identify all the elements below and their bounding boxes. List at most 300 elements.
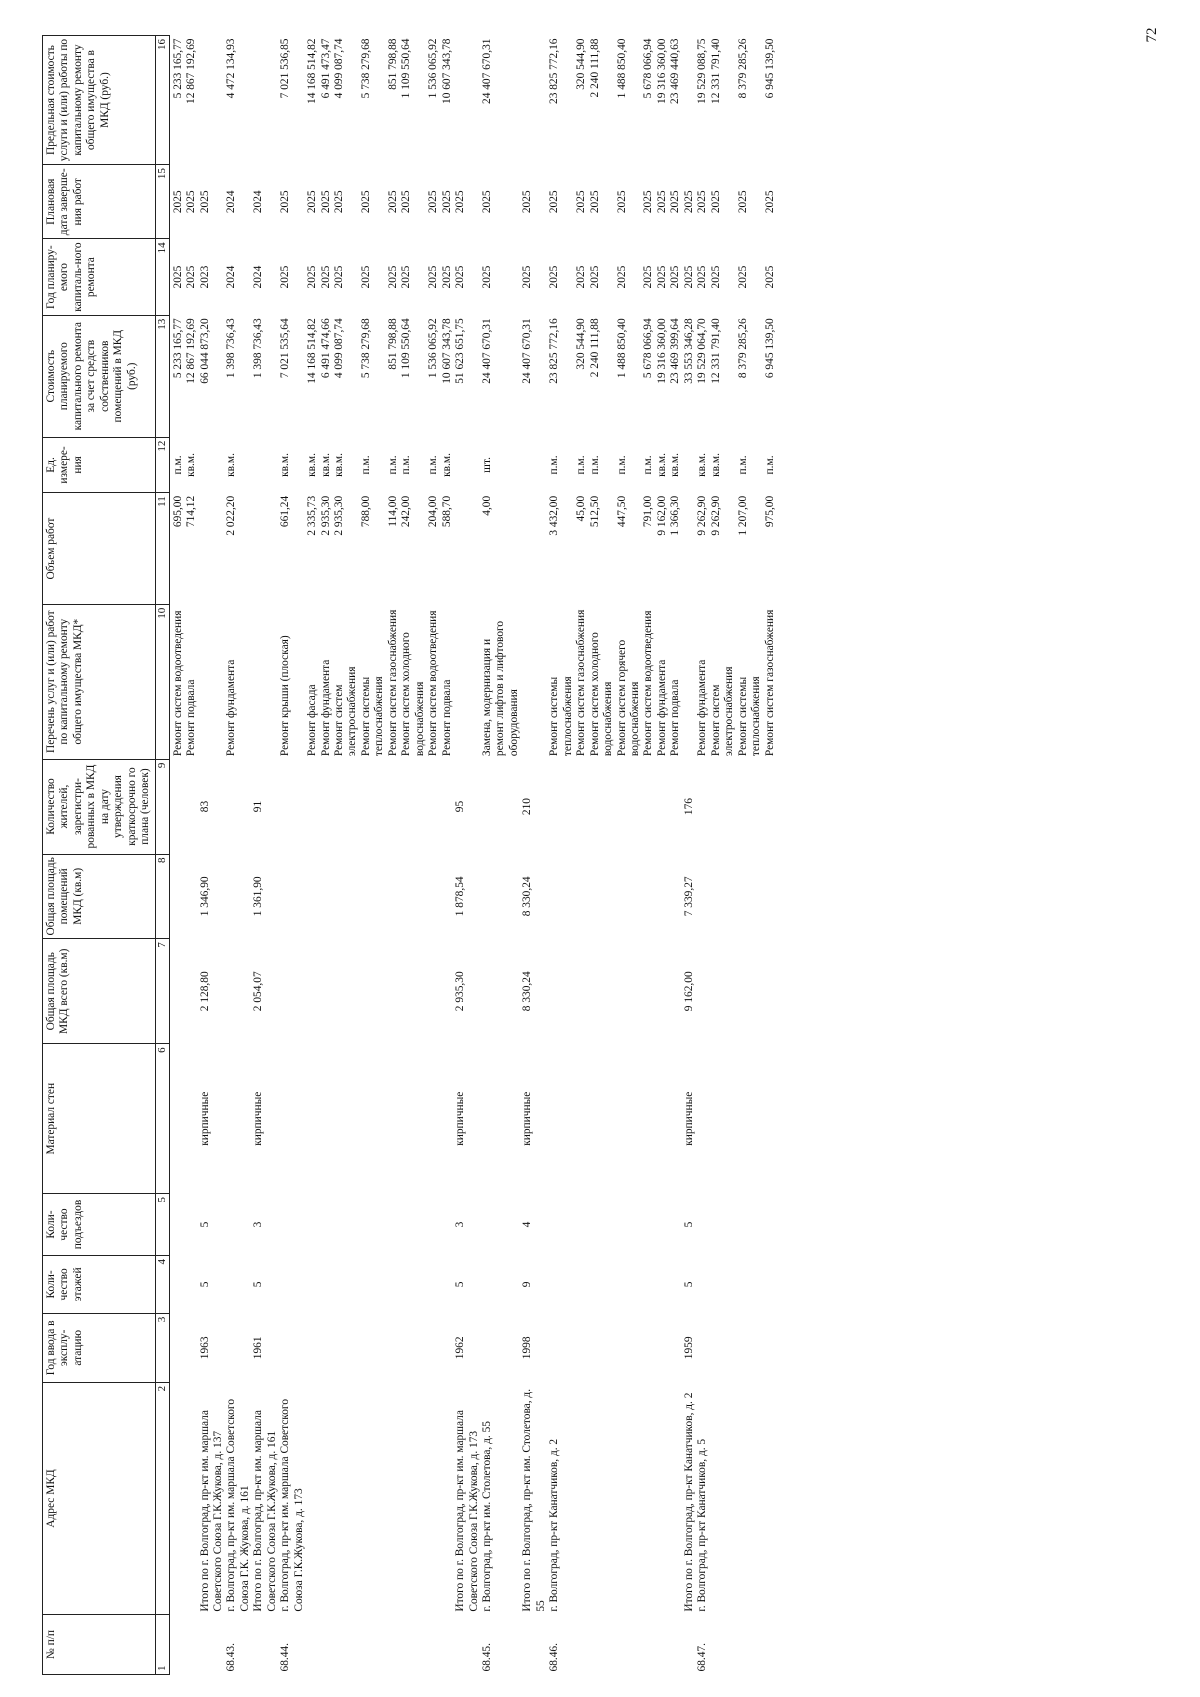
- column-number: 9: [155, 759, 169, 854]
- repair-year-cell: 2025: [279, 265, 292, 289]
- residents-cell: 95: [454, 800, 467, 813]
- table-row: [387, 36, 400, 1675]
- max-cost-cell: 1 109 550,64: [400, 38, 413, 99]
- work-volume-cell: 3 432,00: [548, 495, 561, 536]
- cost-cell: 7 021 535,64: [279, 318, 292, 379]
- wall-material-cell: [279, 1044, 306, 1194]
- floors-cell: [737, 1255, 764, 1313]
- premises-area-cell: [669, 854, 682, 939]
- unit-cell: [199, 437, 226, 493]
- work-volume-cell: 512,50: [588, 495, 601, 528]
- total-area-cell: [169, 939, 185, 1044]
- completion-year-cell: 2025: [359, 190, 372, 214]
- max-cost-cell: 12 867 192,69: [185, 38, 198, 104]
- premises-area-cell: [185, 854, 198, 939]
- total-area-cell: [427, 939, 440, 1044]
- row-index-cell: [169, 1615, 185, 1675]
- premises-area-cell: [169, 854, 185, 939]
- row-index-cell: [185, 1615, 198, 1675]
- year-built-cell: [225, 1313, 252, 1382]
- year-built-cell: [320, 1313, 333, 1382]
- column-number: 2: [155, 1382, 169, 1614]
- year-built-cell: [589, 1313, 616, 1382]
- cost-cell: 19 316 360,00: [655, 318, 668, 384]
- work-type-cell: Ремонт фундамента: [696, 659, 709, 757]
- unit-cell: кв.м.: [655, 453, 668, 477]
- total-area-cell: [575, 939, 588, 1044]
- row-index-cell: [387, 1615, 400, 1675]
- address-cell: [669, 1382, 682, 1614]
- residents-cell: [320, 759, 333, 854]
- wall-material-cell: [441, 1044, 454, 1194]
- work-type-cell: Ремонт систем электроснабжения: [333, 666, 359, 757]
- year-built-cell: [441, 1313, 454, 1382]
- column-number: 10: [155, 604, 169, 759]
- table-row: [575, 36, 588, 1675]
- unit-cell: кв.м.: [709, 453, 722, 477]
- repair-year-cell: 2025: [319, 265, 332, 289]
- table-row: [616, 36, 643, 1675]
- entrances-cell: [185, 1194, 198, 1256]
- table-body: [169, 36, 777, 1675]
- cost-cell: 2 240 111,88: [588, 318, 601, 378]
- year-built-cell: [306, 1313, 319, 1382]
- table-row: [589, 36, 616, 1675]
- address-cell: Итого по г. Волгоград, пр-кт им. маршала Советского Союза Г.К.Жукова, д. 137: [198, 1410, 224, 1612]
- floors-cell: [764, 1255, 777, 1313]
- unit-cell: п.м.: [615, 455, 628, 475]
- wall-material-cell: [575, 1044, 588, 1194]
- year-built-cell: [387, 1313, 400, 1382]
- unit-cell: п.м.: [736, 455, 749, 475]
- work-volume-cell: 791,00: [642, 495, 655, 528]
- cost-cell: 1 398 736,43: [225, 318, 238, 379]
- table-row: [306, 36, 319, 1675]
- work-volume-cell: 447,50: [615, 495, 628, 528]
- unit-cell: п.м.: [763, 455, 776, 475]
- row-index-cell: [575, 1615, 588, 1675]
- floors-cell: [548, 1255, 575, 1313]
- total-area-cell: [279, 939, 306, 1044]
- address-cell: [764, 1382, 777, 1614]
- completion-year-cell: 2025: [763, 190, 776, 214]
- cost-cell: 12 331 791,40: [709, 318, 722, 384]
- row-index-cell: [656, 1615, 669, 1675]
- address-cell: г. Волгоград, пр-кт им. маршала Советского Союза Г.К. Жукова, д. 161: [225, 1398, 251, 1612]
- repair-year-cell: 2025: [669, 265, 682, 289]
- cost-cell: 320 544,90: [575, 318, 588, 370]
- column-number: 5: [155, 1194, 169, 1256]
- floors-cell: [333, 1255, 360, 1313]
- address-cell: [589, 1382, 616, 1614]
- floors-cell: 5: [252, 1281, 265, 1288]
- cost-cell: 5 678 066,94: [642, 318, 655, 379]
- row-index-cell: [669, 1615, 682, 1675]
- cost-cell: 24 407 670,31: [481, 318, 494, 384]
- year-built-cell: 1961: [252, 1336, 265, 1360]
- table-row: [737, 36, 764, 1675]
- cost-cell: 1 488 850,40: [615, 318, 628, 379]
- max-cost-cell: [199, 36, 226, 165]
- residents-cell: [696, 759, 709, 854]
- completion-year-cell: 2025: [642, 190, 655, 214]
- max-cost-cell: 19 316 360,00: [655, 38, 668, 104]
- floors-cell: [616, 1255, 643, 1313]
- total-area-cell: [548, 939, 575, 1044]
- max-cost-cell: 4 472 134,93: [225, 38, 238, 99]
- work-volume-cell: 2 935,30: [319, 495, 332, 536]
- row-index-cell: [521, 1615, 548, 1675]
- premises-area-cell: [656, 854, 669, 939]
- year-built-cell: [169, 1313, 185, 1382]
- year-built-cell: [185, 1313, 198, 1382]
- total-area-cell: [616, 939, 643, 1044]
- work-type-cell: Ремонт систем газоснабжения: [575, 609, 588, 757]
- row-index-cell: [360, 1615, 387, 1675]
- work-volume-cell: 242,00: [400, 495, 413, 528]
- row-index-cell: [683, 1615, 696, 1675]
- max-cost-cell: [683, 36, 696, 165]
- total-area-cell: 2 935,30: [454, 971, 467, 1012]
- total-area-cell: [710, 939, 737, 1044]
- row-index-cell: 68.47.: [696, 1643, 709, 1672]
- repair-year-cell: 2025: [454, 265, 467, 289]
- max-cost-cell: [521, 36, 548, 165]
- residents-cell: [764, 759, 777, 854]
- work-volume-cell: 2 335,73: [306, 495, 319, 536]
- column-header: Год ввода в эксплу-атацию: [43, 1313, 156, 1382]
- row-index-cell: [320, 1615, 333, 1675]
- residents-cell: [225, 759, 252, 854]
- cost-cell: 851 798,88: [386, 318, 399, 370]
- work-type-cell: Ремонт систем холодного водоснабжения: [588, 632, 615, 757]
- max-cost-cell: 851 798,88: [386, 38, 399, 90]
- column-header: Коли-чество этажей: [43, 1255, 156, 1313]
- cost-cell: 66 044 873,20: [198, 318, 211, 384]
- address-cell: [320, 1382, 333, 1614]
- total-area-cell: [306, 939, 319, 1044]
- work-type-cell: Ремонт систем водоотведения: [642, 610, 655, 757]
- cost-cell: 10 607 343,78: [440, 318, 453, 384]
- work-type-cell: Замена, модернизация и ремонт лифтов и лифтового оборудования: [481, 620, 520, 757]
- wall-material-cell: [306, 1044, 319, 1194]
- year-built-cell: [710, 1313, 737, 1382]
- table-row: [199, 36, 226, 1675]
- max-cost-cell: 4 099 087,74: [333, 38, 346, 99]
- unit-cell: кв.м.: [185, 453, 198, 477]
- completion-year-cell: 2025: [548, 190, 561, 214]
- wall-material-cell: [696, 1044, 709, 1194]
- work-type-cell: Ремонт подвала: [185, 679, 198, 757]
- entrances-cell: 5: [198, 1221, 211, 1228]
- year-built-cell: [575, 1313, 588, 1382]
- cost-cell: 51 623 651,75: [454, 318, 467, 384]
- residents-cell: [306, 759, 319, 854]
- work-volume-cell: 204,00: [427, 495, 440, 528]
- residents-cell: 176: [682, 798, 695, 816]
- wall-material-cell: [427, 1044, 440, 1194]
- residents-cell: [185, 759, 198, 854]
- total-area-cell: [764, 939, 777, 1044]
- floors-cell: 9: [521, 1281, 534, 1288]
- floors-cell: [400, 1255, 427, 1313]
- work-volume-cell: 2 935,30: [333, 495, 346, 536]
- column-header: Год планиру-емого капиталь-ного ремонта: [43, 239, 156, 315]
- wall-material-cell: [481, 1044, 521, 1194]
- floors-cell: [279, 1255, 306, 1313]
- repair-year-cell: 2025: [615, 265, 628, 289]
- repair-year-cell: 2025: [440, 265, 453, 289]
- address-cell: Итого по г. Волгоград, пр-кт Канатчиков, д. 2: [682, 1392, 695, 1612]
- max-cost-cell: 14 168 514,82: [306, 38, 319, 104]
- completion-year-cell: 2025: [575, 190, 588, 214]
- row-index-cell: [616, 1615, 643, 1675]
- total-area-cell: 9 162,00: [682, 971, 695, 1012]
- premises-area-cell: [616, 854, 643, 939]
- cost-cell: 24 407 670,31: [521, 318, 534, 384]
- table-row: [360, 36, 387, 1675]
- floors-cell: [185, 1255, 198, 1313]
- repair-year-cell: 2025: [427, 265, 440, 289]
- row-index-cell: [764, 1615, 777, 1675]
- entrances-cell: [696, 1194, 709, 1256]
- max-cost-cell: 6 491 473,47: [319, 38, 332, 99]
- row-index-cell: [454, 1615, 481, 1675]
- premises-area-cell: [575, 854, 588, 939]
- address-cell: [360, 1382, 387, 1614]
- column-number: 3: [155, 1313, 169, 1382]
- wall-material-cell: [616, 1044, 643, 1194]
- unit-cell: п.м.: [400, 455, 413, 475]
- unit-cell: [683, 437, 696, 493]
- work-volume-cell: [521, 493, 548, 604]
- max-cost-cell: 5 678 066,94: [642, 38, 655, 99]
- year-built-cell: [656, 1313, 669, 1382]
- repair-year-cell: 2024: [225, 265, 238, 289]
- floors-cell: [481, 1255, 521, 1313]
- unit-cell: п.м.: [548, 455, 561, 475]
- address-cell: г. Волгоград, пр-кт им. маршала Советского Союза Г.К.Жукова, д. 173: [279, 1398, 305, 1612]
- work-volume-cell: 9 162,00: [655, 495, 668, 536]
- column-number: 14: [155, 239, 169, 315]
- completion-year-cell: 2025: [696, 190, 709, 214]
- address-cell: [400, 1382, 427, 1614]
- max-cost-cell: 8 379 285,26: [736, 38, 749, 99]
- address-cell: г. Волгоград, пр-кт им. Столетова, д. 55: [481, 1420, 494, 1612]
- column-number: 11: [155, 493, 169, 604]
- unit-cell: шт.: [481, 457, 494, 473]
- completion-year-cell: 2025: [440, 190, 453, 214]
- year-built-cell: 1962: [454, 1336, 467, 1360]
- address-cell: [387, 1382, 400, 1614]
- unit-cell: [521, 437, 548, 493]
- max-cost-cell: 2 240 111,88: [588, 38, 601, 98]
- max-cost-cell: 10 607 343,78: [440, 38, 453, 104]
- repair-year-cell: 2025: [548, 265, 561, 289]
- cost-cell: 6 491 474,66: [319, 318, 332, 379]
- row-index-cell: [427, 1615, 440, 1675]
- repair-year-cell: 2025: [682, 265, 695, 289]
- floors-cell: [696, 1255, 709, 1313]
- column-header: Адрес МКД: [43, 1382, 156, 1614]
- floors-cell: [575, 1255, 588, 1313]
- work-type-cell: Ремонт фундамента: [655, 659, 668, 757]
- floors-cell: [589, 1255, 616, 1313]
- column-number: 16: [155, 36, 169, 165]
- row-index-cell: 68.46.: [548, 1643, 561, 1672]
- work-type-cell: Ремонт систем газоснабжения: [386, 609, 399, 757]
- max-cost-cell: 1 488 850,40: [615, 38, 628, 99]
- premises-area-cell: [333, 854, 360, 939]
- entrances-cell: [589, 1194, 616, 1256]
- max-cost-cell: 7 021 536,85: [279, 38, 292, 99]
- entrances-cell: [441, 1194, 454, 1256]
- address-cell: [427, 1382, 440, 1614]
- unit-cell: кв.м.: [333, 453, 346, 477]
- total-area-cell: [185, 939, 198, 1044]
- residents-cell: [548, 759, 575, 854]
- entrances-cell: [710, 1194, 737, 1256]
- table-row: [333, 36, 360, 1675]
- unit-cell: кв.м.: [279, 453, 292, 477]
- wall-material-cell: кирпичные: [454, 1091, 467, 1146]
- row-index-cell: [737, 1615, 764, 1675]
- residents-cell: [333, 759, 360, 854]
- year-built-cell: [333, 1313, 360, 1382]
- premises-area-cell: [548, 854, 575, 939]
- wall-material-cell: [400, 1044, 427, 1194]
- completion-year-cell: 2025: [279, 190, 292, 214]
- table-row: [696, 36, 709, 1675]
- floors-cell: [169, 1255, 185, 1313]
- premises-area-cell: 1 346,90: [198, 876, 211, 917]
- work-type-cell: Ремонт систем водоотведения: [171, 610, 184, 757]
- work-type-cell: Ремонт системы теплоснабжения: [359, 676, 386, 757]
- column-number: 13: [155, 315, 169, 437]
- work-volume-cell: [454, 493, 481, 604]
- row-index-cell: [710, 1615, 737, 1675]
- cost-cell: 8 379 285,26: [736, 318, 749, 379]
- entrances-cell: [642, 1194, 655, 1256]
- residents-cell: [427, 759, 440, 854]
- residents-cell: 83: [198, 800, 211, 813]
- address-cell: Итого по г. Волгоград, пр-кт им. маршала Советского Союза Г.К.Жукова, д. 161: [252, 1410, 278, 1612]
- cost-cell: 1 398 736,43: [252, 318, 265, 379]
- table-row: [427, 36, 440, 1675]
- wall-material-cell: [656, 1044, 669, 1194]
- work-volume-cell: 695,00: [171, 495, 184, 528]
- wall-material-cell: [360, 1044, 387, 1194]
- year-built-cell: [616, 1313, 643, 1382]
- completion-year-cell: 2025: [306, 190, 319, 214]
- table-row: [669, 36, 682, 1675]
- address-cell: [333, 1382, 360, 1614]
- column-header: № п/п: [43, 1615, 156, 1675]
- total-area-cell: [656, 939, 669, 1044]
- year-built-cell: [669, 1313, 682, 1382]
- work-type-cell: Ремонт фундамента: [319, 659, 332, 757]
- total-area-cell: [225, 939, 252, 1044]
- entrances-cell: [669, 1194, 682, 1256]
- cost-cell: 23 825 772,16: [548, 318, 561, 384]
- unit-cell: п.м.: [575, 455, 588, 475]
- residents-cell: [656, 759, 669, 854]
- work-volume-cell: 588,70: [440, 495, 453, 528]
- residents-cell: [360, 759, 387, 854]
- row-index-cell: [306, 1615, 319, 1675]
- column-header: Объем работ: [43, 493, 156, 604]
- wall-material-cell: кирпичные: [252, 1091, 265, 1146]
- residents-cell: [642, 759, 655, 854]
- year-built-cell: 1998: [521, 1336, 534, 1360]
- cost-cell: 5 738 279,68: [359, 318, 372, 379]
- completion-year-cell: 2025: [386, 190, 399, 214]
- completion-year-cell: 2025: [454, 190, 467, 214]
- completion-year-cell: 2025: [427, 190, 440, 214]
- year-built-cell: [360, 1313, 387, 1382]
- work-volume-cell: 9 262,90: [709, 495, 722, 536]
- total-area-cell: 8 330,24: [521, 971, 534, 1012]
- unit-cell: п.м.: [427, 455, 440, 475]
- floors-cell: 5: [198, 1281, 211, 1288]
- repair-year-cell: 2025: [588, 265, 601, 289]
- entrances-cell: [575, 1194, 588, 1256]
- address-cell: [441, 1382, 454, 1614]
- column-number: 1: [155, 1615, 169, 1675]
- total-area-cell: [737, 939, 764, 1044]
- page-number: 72: [1144, 27, 1160, 43]
- completion-year-cell: 2025: [669, 190, 682, 214]
- floors-cell: [225, 1255, 252, 1313]
- address-cell: [616, 1382, 643, 1614]
- table-row: [521, 36, 548, 1675]
- premises-area-cell: [360, 854, 387, 939]
- capital-repair-table: [42, 35, 777, 1675]
- year-built-cell: [696, 1313, 709, 1382]
- max-cost-cell: 320 544,90: [575, 38, 588, 90]
- premises-area-cell: [400, 854, 427, 939]
- completion-year-cell: 2024: [252, 190, 265, 214]
- row-index-cell: 68.45.: [481, 1643, 494, 1672]
- floors-cell: [387, 1255, 400, 1313]
- work-type-cell: Ремонт подвала: [440, 679, 453, 757]
- repair-year-cell: 2025: [696, 265, 709, 289]
- entrances-cell: [764, 1194, 777, 1256]
- column-header: Коли-чество подъездов: [43, 1194, 156, 1256]
- table-row: [454, 36, 481, 1675]
- work-type-cell: Ремонт фасада: [306, 684, 319, 757]
- cost-cell: 4 099 087,74: [333, 318, 346, 379]
- wall-material-cell: [669, 1044, 682, 1194]
- table-row: [185, 36, 198, 1675]
- entrances-cell: [737, 1194, 764, 1256]
- year-built-cell: [400, 1313, 427, 1382]
- wall-material-cell: [387, 1044, 400, 1194]
- work-volume-cell: 788,00: [359, 495, 372, 528]
- wall-material-cell: кирпичные: [521, 1091, 534, 1146]
- repair-year-cell: 2025: [481, 265, 494, 289]
- work-type-cell: Ремонт крыши (плоская): [279, 635, 292, 757]
- floors-cell: [656, 1255, 669, 1313]
- wall-material-cell: [589, 1044, 616, 1194]
- address-cell: Итого по г. Волгоград, пр-кт им. Столетова, д. 55: [521, 1388, 547, 1612]
- total-area-cell: [400, 939, 427, 1044]
- table-row: [548, 36, 575, 1675]
- year-built-cell: [427, 1313, 440, 1382]
- floors-cell: [360, 1255, 387, 1313]
- premises-area-cell: [764, 854, 777, 939]
- wall-material-cell: [169, 1044, 185, 1194]
